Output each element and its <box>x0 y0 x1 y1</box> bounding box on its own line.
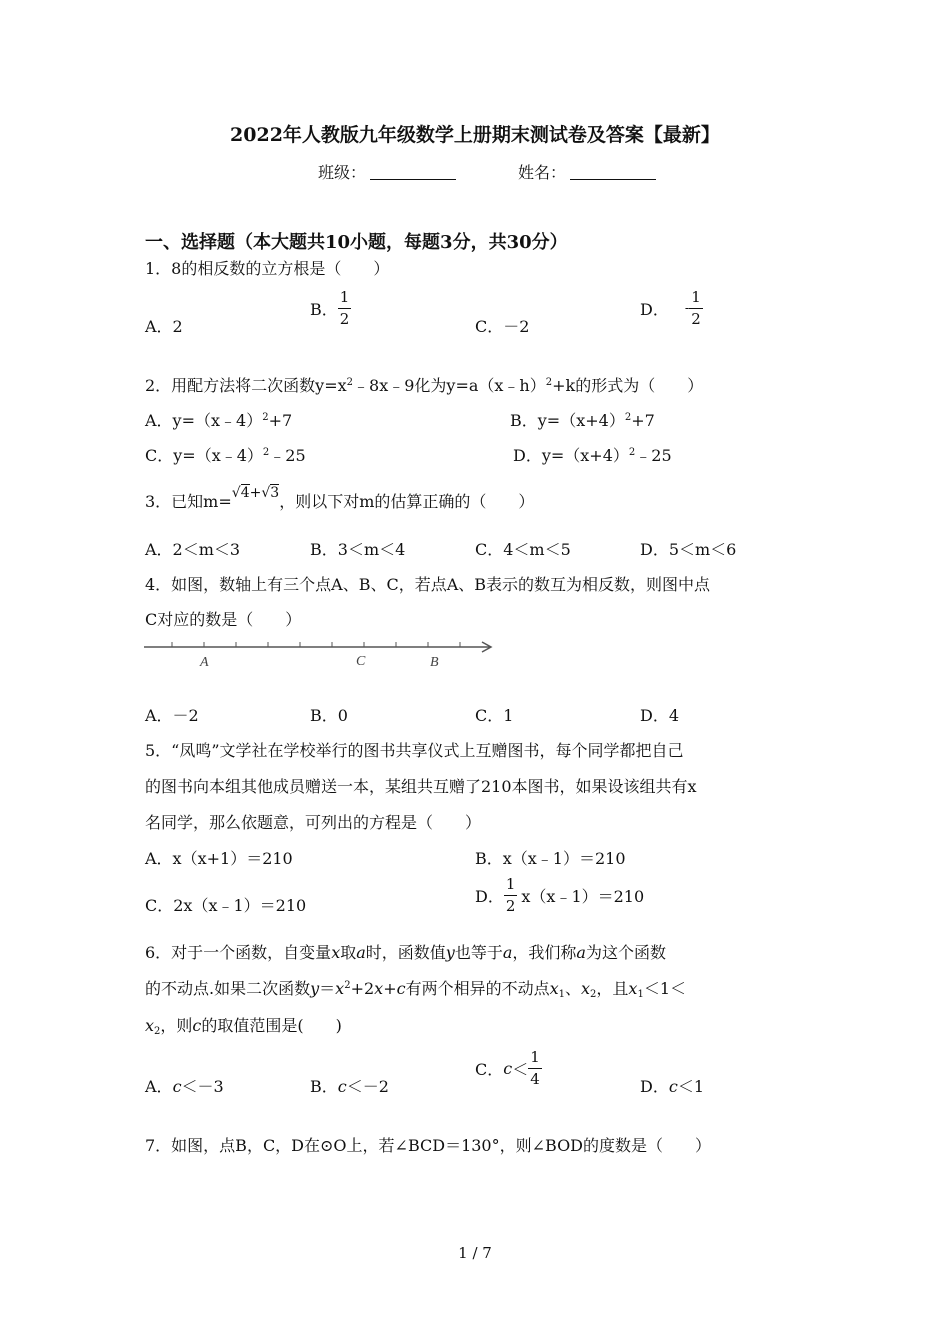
q6-b-pre: B． <box>310 1077 338 1096</box>
q2-stem-a: 2．用配方法将二次函数y=x <box>145 376 347 395</box>
q6-c-num: 1 <box>528 1050 542 1069</box>
q2-stem-b: ﹣8x﹣9化为y=a（x﹣h） <box>353 376 546 395</box>
q6-l1-d: 也等于 <box>454 943 503 962</box>
q2-d-sup: 2 <box>628 447 636 458</box>
q6-l2-a: 的不动点.如果二次函数 <box>145 979 311 998</box>
q6-a-pre: A． <box>145 1077 173 1096</box>
q2-b-post: +7 <box>631 411 655 430</box>
q6-l1-f: 为这个函数 <box>585 943 666 962</box>
q6-l2-h: ＜1＜ <box>643 979 687 998</box>
q5-d-num: 1 <box>504 877 518 896</box>
name-blank[interactable] <box>570 163 656 180</box>
q4-option-c: C．1 <box>475 706 514 725</box>
q5-option-d <box>475 877 644 914</box>
q3-radicand-1: 4 <box>240 485 250 501</box>
q2-option-b <box>510 408 655 431</box>
point-b-label: B <box>430 655 439 670</box>
class-label: 班级： <box>318 163 367 182</box>
q6-d-pre: D． <box>640 1077 669 1096</box>
q6-l1-a: 6．对于一个函数，自变量 <box>145 943 332 962</box>
q3-stem-b: ，则以下对m的估算正确的（ ） <box>279 492 535 511</box>
q2-a-sup: 2 <box>262 412 269 423</box>
q6-l3-a: ，则 <box>160 1016 193 1035</box>
q6-var: y <box>310 979 320 998</box>
q6-var: a <box>502 943 513 962</box>
q2-option-c <box>145 443 306 466</box>
q2-sup-1: 2 <box>346 377 354 388</box>
point-a-label: A <box>200 655 209 670</box>
q6-c-post: ＜ <box>512 1060 529 1079</box>
q3-radicand-2: 3 <box>270 485 280 501</box>
q3-option-c: C．4＜m＜5 <box>475 540 571 559</box>
q1-option-c: C．－2 <box>475 317 530 336</box>
q2-a-pre: A．y=（x﹣4） <box>145 411 263 430</box>
q3-option-d: D．5＜m＜6 <box>640 540 737 559</box>
q6-var: c <box>396 979 406 998</box>
q1-d-prefix: D． <box>640 300 669 319</box>
q3-stem-a: 3．已知m= <box>145 492 232 511</box>
class-field <box>318 160 456 183</box>
q6-a-post: ＜－3 <box>181 1077 224 1096</box>
q2-d-pre: D．y=（x+4） <box>513 446 629 465</box>
q6-l1-e: ，我们称 <box>512 943 577 962</box>
question-6-line-2 <box>145 976 686 999</box>
q6-d-var: c <box>668 1077 678 1096</box>
q2-sup-2: 2 <box>545 377 553 388</box>
q6-l2-d: + <box>383 979 397 998</box>
question-6-line-1 <box>145 940 666 963</box>
q6-c-pre: C． <box>475 1060 504 1079</box>
q3-option-b: B．3＜m＜4 <box>310 540 406 559</box>
q3-plus: + <box>249 485 262 501</box>
q6-b-var: c <box>337 1077 347 1096</box>
class-blank[interactable] <box>370 163 456 180</box>
q1-d-fraction <box>689 290 703 327</box>
q6-option-c <box>475 1050 542 1087</box>
q6-var: x <box>145 1016 155 1035</box>
q6-var: c <box>192 1016 202 1035</box>
q6-var: a <box>356 943 366 962</box>
q6-l2-b: ＝ <box>319 979 336 998</box>
q1-b-prefix: B． <box>310 300 338 319</box>
sqrt-icon: √ <box>261 485 271 501</box>
q6-l1-b: 取 <box>340 943 357 962</box>
q6-l2-f: 、 <box>564 979 581 998</box>
q6-sub: 2 <box>590 989 597 1000</box>
q5-option-c: C．2x（x﹣1）＝210 <box>145 896 307 915</box>
q5-d-den: 2 <box>505 897 516 915</box>
q5-option-b: B．x（x﹣1）＝210 <box>475 849 626 868</box>
document-title: 2022年人教版九年级数学上册期末测试卷及答案【最新】 <box>230 124 720 146</box>
q6-b-post: ＜－2 <box>346 1077 389 1096</box>
question-1-stem: 1．8的相反数的立方根是（ ） <box>145 259 390 278</box>
q6-sub: 1 <box>558 989 565 1000</box>
q6-sup: 2 <box>344 980 351 991</box>
q6-c-den: 4 <box>530 1070 540 1088</box>
question-3-stem <box>145 485 535 512</box>
q2-a-post: +7 <box>268 411 293 430</box>
q1-option-b <box>310 290 351 327</box>
q2-stem-c: +k的形式为（ ） <box>552 376 704 395</box>
q1-b-fraction <box>338 290 352 327</box>
q6-var: x <box>581 979 591 998</box>
question-6-line-3 <box>145 1013 342 1036</box>
q2-d-post: ﹣25 <box>635 446 672 465</box>
q2-c-sup: 2 <box>262 447 270 458</box>
question-5-line-1: 5．“凤鸣”文学社在学校举行的图书共享仪式上互赠图书，每个同学都把自己 <box>145 741 684 760</box>
q6-option-a <box>145 1074 224 1097</box>
q1-d-den: 2 <box>691 310 701 328</box>
q1-option-a: A．2 <box>145 317 183 336</box>
q5-option-a: A．x（x+1）＝210 <box>145 849 293 868</box>
q3-radical-expression <box>232 485 279 501</box>
q6-c-var: c <box>503 1059 513 1078</box>
q2-c-pre: C．y=（x﹣4） <box>145 446 263 465</box>
q2-b-pre: B．y=（x+4） <box>510 411 625 430</box>
q6-sub: 1 <box>637 989 644 1000</box>
question-7-stem: 7．如图，点B，C，D在⊙O上，若∠BCD＝130°，则∠BOD的度数是（ ） <box>145 1136 712 1155</box>
name-label: 姓名： <box>518 163 567 182</box>
q4-option-b: B．0 <box>310 706 348 725</box>
q6-l3-b: 的取值范围是( ) <box>201 1016 342 1035</box>
q2-c-post: ﹣25 <box>269 446 306 465</box>
question-4-line-1: 4．如图，数轴上有三个点A、B、C，若点A、B表示的数互为相反数，则图中点 <box>145 575 711 594</box>
q2-b-sup: 2 <box>624 412 632 423</box>
section-heading: 一、选择题（本大题共10小题，每题3分，共30分） <box>145 232 568 253</box>
q6-d-post: ＜1 <box>677 1077 704 1096</box>
point-c-label: C <box>356 654 366 669</box>
sqrt-icon: √ <box>231 485 241 501</box>
q1-d-num: 1 <box>689 290 703 309</box>
q3-option-a: A．2＜m＜3 <box>145 540 241 559</box>
q6-sub: 2 <box>154 1026 161 1037</box>
q6-var: x <box>331 943 341 962</box>
q6-l2-g: ，且 <box>596 979 629 998</box>
q6-option-d <box>640 1074 704 1097</box>
q6-l2-c: +2 <box>350 979 375 998</box>
q6-a-var: c <box>172 1077 182 1096</box>
q1-b-num: 1 <box>338 290 352 309</box>
number-line-figure <box>140 632 500 672</box>
question-5-line-3: 名同学，那么依题意，可列出的方程是（ ） <box>145 813 482 832</box>
q6-var: x <box>628 979 638 998</box>
q6-var: x <box>374 979 384 998</box>
q5-d-prefix: D． <box>475 887 504 906</box>
q1-option-d <box>640 290 703 327</box>
question-4-line-2: C对应的数是（ ） <box>145 610 302 629</box>
q6-var: a <box>576 943 586 962</box>
q6-var: y <box>445 943 455 962</box>
q6-c-fraction <box>528 1050 542 1087</box>
q5-d-fraction <box>504 877 518 914</box>
q4-option-a: A．－2 <box>145 706 199 725</box>
q6-option-b <box>310 1074 389 1097</box>
q2-option-d <box>513 443 672 466</box>
q5-d-post: x（x﹣1）＝210 <box>521 887 645 906</box>
q6-l1-c: 时，函数值 <box>365 943 446 962</box>
q6-l2-e: 有两个相异的不动点 <box>405 979 550 998</box>
question-2-stem <box>145 373 703 396</box>
name-field <box>518 160 656 183</box>
q4-option-d: D．4 <box>640 706 680 725</box>
q2-option-a <box>145 408 292 431</box>
page-number: 1 / 7 <box>458 1244 492 1262</box>
q6-var: x <box>549 979 559 998</box>
q6-var: x <box>335 979 345 998</box>
q1-d-sign: - <box>684 301 690 316</box>
q1-b-den: 2 <box>339 310 350 328</box>
question-5-line-2: 的图书向本组其他成员赠送一本，某组共互赠了210本图书，如果设该组共有x <box>145 777 697 796</box>
